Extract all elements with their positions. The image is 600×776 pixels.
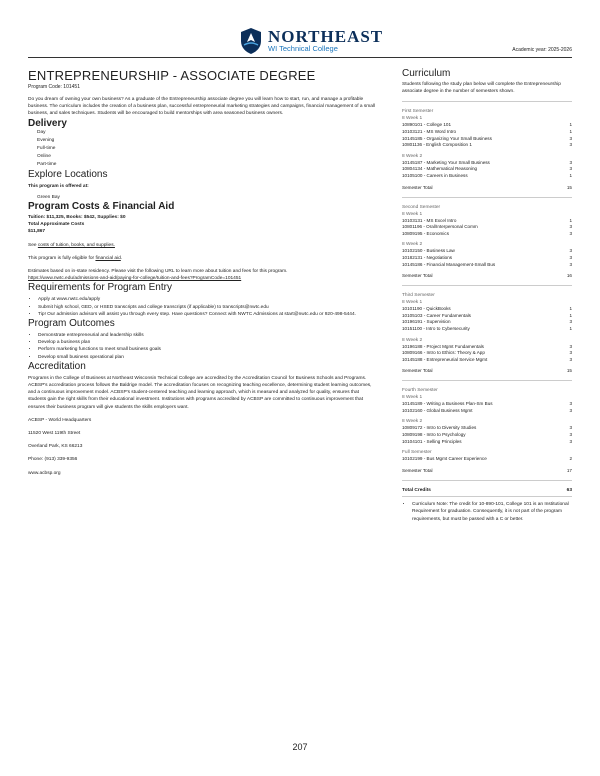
course-row: 10103121 - MS Word Intro 1 [402, 129, 572, 134]
course-row: 10103131 - MS Excel Intro 1 [402, 217, 572, 223]
logo-name: NORTHEAST [268, 27, 384, 46]
week-label: 8 Week 2 [402, 153, 423, 159]
semester-name: Fourth Semester [402, 388, 438, 394]
course-row: 10145185 - Organizing Your Small Business 3 [402, 135, 572, 141]
semester-name: Second Semester [402, 204, 441, 210]
financial-aid-link[interactable]: financial aid [95, 255, 121, 261]
page-number: 207 [292, 742, 308, 752]
shield-logo-icon [240, 27, 262, 55]
program-code: Program Code: 101451 [28, 84, 80, 90]
course-row: 10102150 - Business Law 3 [402, 248, 572, 254]
semester-block [402, 109, 572, 190]
tuition-line: Tuition: $11,325, Books: $542, Supplies: $0 [28, 215, 126, 221]
college-logo [240, 27, 384, 57]
semester-total: Semester Total 16 [402, 273, 572, 279]
course-row: 10196191 - Supervision 3 [402, 319, 572, 325]
semester-block [402, 205, 572, 280]
delivery-item: Evening [37, 137, 55, 143]
acbsp-address-line: 11520 West 119th Street [28, 431, 81, 437]
semester-name: First Semester [402, 109, 434, 115]
course-row: 10809172 - Intro to Diversity Studies 3 [402, 425, 572, 431]
curriculum-notes [402, 501, 572, 524]
delivery-item: Full-time [37, 145, 56, 151]
course-row: 10804134 - Mathematical Reasoning 3 [402, 166, 572, 172]
tuition-url-link[interactable]: https://www.nwtc.edu/admissions-and-aid/paying-for-college/tuition-and-fees?ProgramCode=101451 [28, 276, 242, 282]
course-row: 10102160 - Global Business Mgmt 3 [402, 407, 572, 413]
week-label: Full Semester [402, 450, 432, 456]
course-row: 10809166 - Intro to Ethics: Theory & App 3 [402, 350, 572, 356]
delivery-item: Online [37, 153, 51, 159]
outcomes-heading: Program Outcomes [28, 318, 115, 330]
course-row: 10890101 - College 101 1 [402, 122, 572, 128]
requirements-list [28, 296, 378, 318]
costs-link[interactable]: costs of tuition, books, and supplies. [37, 242, 115, 248]
semester-block [402, 388, 572, 474]
eligible-line: This program is fully eligible for financial aid. [28, 255, 123, 261]
week-label: 8 Week 1 [402, 211, 423, 217]
curriculum-heading: Curriculum [402, 68, 451, 79]
requirement-item: • Apply at www.nwtc.edu/apply [38, 296, 378, 303]
estimates-note: Estimates based on in-state residency. Please visit the following URL to learn more about tuition and fees for this program. [28, 269, 288, 275]
course-row: 10801196 - Oral/Interpersonal Comm 3 [402, 224, 572, 230]
course-row: 10145189 - Writing a Business Plan-Sm Bus 3 [402, 401, 572, 407]
accreditation-heading: Accreditation [28, 360, 86, 372]
outcome-item: • Develop small business operational plan [38, 354, 378, 361]
course-row: 10145187 - Marketing Your Small Business 3 [402, 159, 572, 165]
course-row: 10104101 - Selling Principles 3 [402, 438, 572, 444]
course-row: 10145188 - Entrepreneurial Service Mgmt 3 [402, 356, 572, 362]
course-row: 10105103 - Career Fundamentals 1 [402, 312, 572, 318]
semester-total: Semester Total 15 [402, 184, 572, 190]
course-row: 10101190 - QuickBooks 1 [402, 306, 572, 312]
requirements-heading: Requirements for Program Entry [28, 282, 172, 294]
week-label: 8 Week 1 [402, 116, 423, 122]
acbsp-address-line: ACBSP - World Headquarters [28, 417, 92, 423]
outcome-item: • Develop a business plan [38, 339, 378, 346]
total-costs-value: $11,867 [28, 229, 46, 235]
delivery-item: Day [37, 129, 46, 135]
costs-see-line: See costs of tuition, books, and supplies. [28, 242, 115, 248]
accreditation-body: Programs in the College of Business at Northeast Wisconsin Technical College are accredited by the Accreditation Council for Business Schools and Programs. ACBSP's accreditation process follows the Baldrige model. The accreditation focuses on recognizing teaching excellence, determining student learning outcomes, and a continuous improvement model. ACBSP's student-centered teaching and learning approach, which is measured and analyzed for quality, ensures that students gain the right skills from their educational investment. Institutions with programs accredited by ACBSP are committed to continuous improvement that ensures their business program will give students the skills employers want. [28, 375, 372, 410]
locations-heading: Explore Locations [28, 168, 108, 180]
course-row: 10105100 - Careers in Business 1 [402, 172, 572, 178]
requirement-item: • Tip! Our admission advisors will assist you through every step. Have questions? Connect with NWTC Admissions at start@nwtc.edu or 920-498-5444. [38, 311, 378, 318]
course-row: 10182131 - Negotiations 3 [402, 254, 572, 260]
acbsp-website: www.acbsp.org [28, 470, 61, 476]
costs-heading: Program Costs & Financial Aid [28, 201, 175, 213]
location-green-bay: Green Bay [37, 194, 60, 200]
delivery-heading: Delivery [28, 117, 67, 129]
course-row: 10102199 - Bus Mgmt Career Experience 2 [402, 456, 572, 462]
curriculum-intro: Students following the study plan below will complete the Entrepreneurship associate degree in the number of semesters shown. [402, 82, 561, 95]
total-credits: Total Credits 63 [402, 487, 572, 493]
semester-total: Semester Total 17 [402, 467, 572, 473]
curriculum-note: • Curriculum Note: The credit for 10-890-101, College 101 is an Institutional Requirement for graduation. Consequently, it is not part of the program requirements, but must be passed with a C or better. [412, 501, 572, 524]
delivery-item: Part-time [37, 161, 57, 167]
course-row: 10151100 - Intro to Cybersecurity 1 [402, 325, 572, 331]
course-row: 10801136 - English Composition 1 3 [402, 142, 572, 148]
week-label: 8 Week 1 [402, 395, 423, 401]
course-row: 10145186 - Financial Management-Small Bus 3 [402, 261, 572, 267]
course-row: 10809198 - Intro to Psychology 3 [402, 432, 572, 438]
semester-block [402, 293, 572, 374]
program-title: ENTREPRENEURSHIP - ASSOCIATE DEGREE [28, 68, 316, 83]
week-label: 8 Week 1 [402, 300, 423, 306]
curriculum-column [402, 68, 572, 523]
logo-subtitle: WI Technical College [268, 44, 338, 53]
acbsp-address-line: Overland Park, KS 66213 [28, 444, 83, 450]
week-label: 8 Week 2 [402, 419, 423, 425]
acbsp-phone: Phone: (913) 339-9356 [28, 457, 78, 463]
header-divider [28, 57, 572, 58]
outcome-item: • Perform marketing functions to meet small business goals [38, 346, 378, 353]
total-costs-label: Total Approximate Costs [28, 222, 85, 228]
requirement-item: • Submit high school, GED, or HSED transcripts and college transcripts (if applicable) to transcripts@nwtc.edu [38, 304, 378, 311]
week-label: 8 Week 2 [402, 337, 423, 343]
semester-name: Third Semester [402, 293, 435, 299]
outcomes-list [28, 332, 378, 361]
academic-year: Academic year: 2025-2026 [512, 47, 572, 53]
delivery-list [28, 129, 378, 169]
course-row: 10196188 - Project Mgmt Fundamentals 3 [402, 343, 572, 349]
program-details-column [28, 68, 378, 477]
course-row: 10809195 - Economics 3 [402, 230, 572, 236]
locations-note: This program is offered at: [28, 183, 89, 189]
week-label: 8 Week 2 [402, 242, 423, 248]
program-intro: Do you dream of owning your own business? As a graduate of the Entrepreneurship associate degree you will learn how to start, run, and manage a profitable business. The curriculum includes the creation of a business plan, successful entrepreneurial marketing strategies and campaigns, financial management of a small business, and sales techniques. Students will be encouraged to build mentorships with area seasoned business owners. [28, 97, 376, 117]
outcome-item: • Demonstrate entrepreneurial and leadership skills [38, 332, 378, 339]
semester-total: Semester Total 15 [402, 368, 572, 374]
